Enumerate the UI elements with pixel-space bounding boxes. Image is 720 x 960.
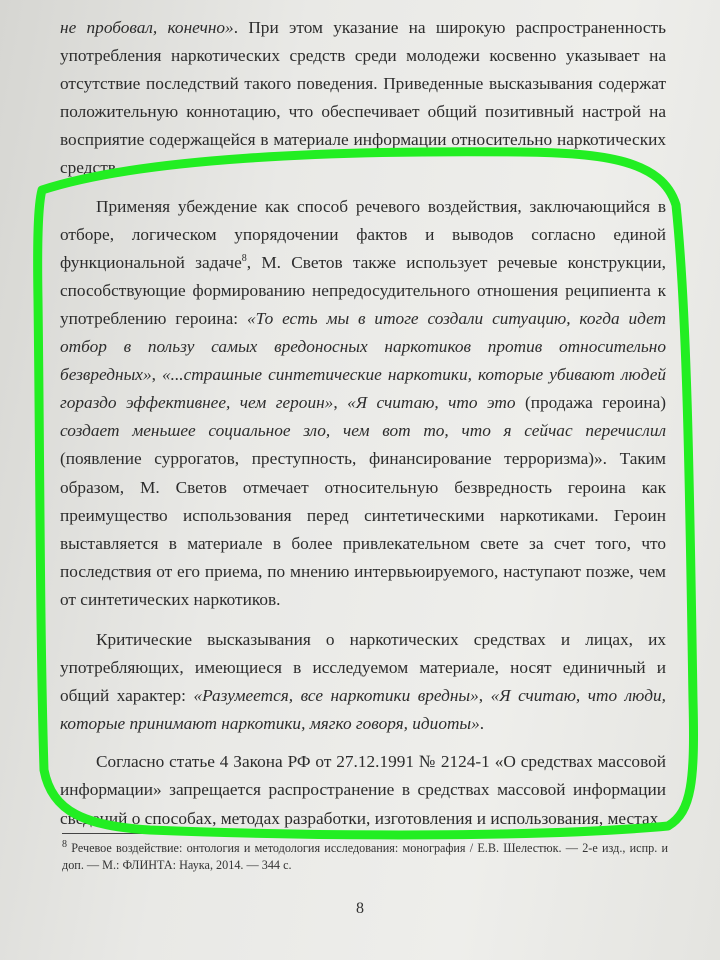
footnote-separator xyxy=(62,833,222,834)
text-run: , xyxy=(151,365,162,385)
text-run: Применяя убеждение как способ речевого воздействия, заключающийся в отборе, логическом упорядочении фактов и выводов согласно единой функциональной задаче xyxy=(60,196,666,272)
quote-italic: «Я считаю, что люди, которые принимают наркотики, мягко говоря, идиоты» xyxy=(60,686,666,734)
quote-italic: «Разумеется, все наркотики вредны» xyxy=(193,686,479,706)
footnote-text: Речевое воздействие: онтология и методология исследования: монография / Е.В. Шелестюк. — 2-е изд., испр. и доп. — М.: ФЛИНТА: Наука, 2014. — 344 с. xyxy=(62,841,668,872)
footnote-reference: 8 xyxy=(241,252,247,264)
text-run: Согласно статье 4 Закона РФ от 27.12.1991 № 2124-1 «О средствах массовой информации» запрещается распространение в средствах массовой информации сведений о способах, методах разработки, изготовления и использования, местах xyxy=(60,752,666,828)
text-run: . При этом указание на широкую распространенность употребления наркотических средств среди молодежи косвенно указывает на отсутствие последствий такого поведения. Приведенные высказывания содержат положительную коннотацию, что обеспечивает общий позитивный настрой на восприятие содержащейся в материале информации относительно наркотических средств. xyxy=(60,18,666,178)
text-run: (продажа героина) xyxy=(515,393,667,413)
text-run: , М. Светов также использует речевые конструкции, способствующие формированию непредосудительного отношения реципиента к употреблению героина: xyxy=(60,252,666,328)
paragraph xyxy=(60,626,666,738)
quote-italic: создает меньшее социальное зло, чем вот то, что я сейчас перечислил xyxy=(60,421,666,441)
quote-italic: не пробовал, конечно» xyxy=(60,18,234,37)
text-run: Критические высказывания о наркотических средствах и лицах, их употребляющих, имеющиеся в исследуемом материале, носят единичный и общий характер: xyxy=(60,629,666,706)
paragraph xyxy=(60,193,666,614)
footnote-number: 8 xyxy=(62,838,67,850)
quote-italic: «Я считаю, что это xyxy=(347,393,516,413)
text-run: (появление суррогатов, преступность, финансирование терроризма)». Таким образом, М. Светов отмечает относительную безвредность героина как преимущество использования перед синтетическими наркотиками. Героин выставляется в материале в более привлекательном свете за счет того, что последствия от его приема, по мнению интервьюируемого, наступают позже, чем от синтетических наркотиков. xyxy=(60,449,666,609)
text-run: , xyxy=(333,393,348,413)
quote-italic: «То есть мы в итоге создали ситуацию, когда идет отбор в пользу самых вредоносных наркотиков против относительно безвредных» xyxy=(60,308,666,385)
paragraph xyxy=(60,14,666,183)
paragraph xyxy=(60,748,666,832)
footnote xyxy=(62,840,668,874)
page-number: 8 xyxy=(356,900,364,917)
text-run: , xyxy=(478,686,491,706)
text-run: . xyxy=(479,714,485,734)
quote-italic: «...страшные синтетические наркотики, которые убивают людей гораздо эффективнее, чем героин» xyxy=(60,365,666,413)
body-text xyxy=(60,14,666,833)
